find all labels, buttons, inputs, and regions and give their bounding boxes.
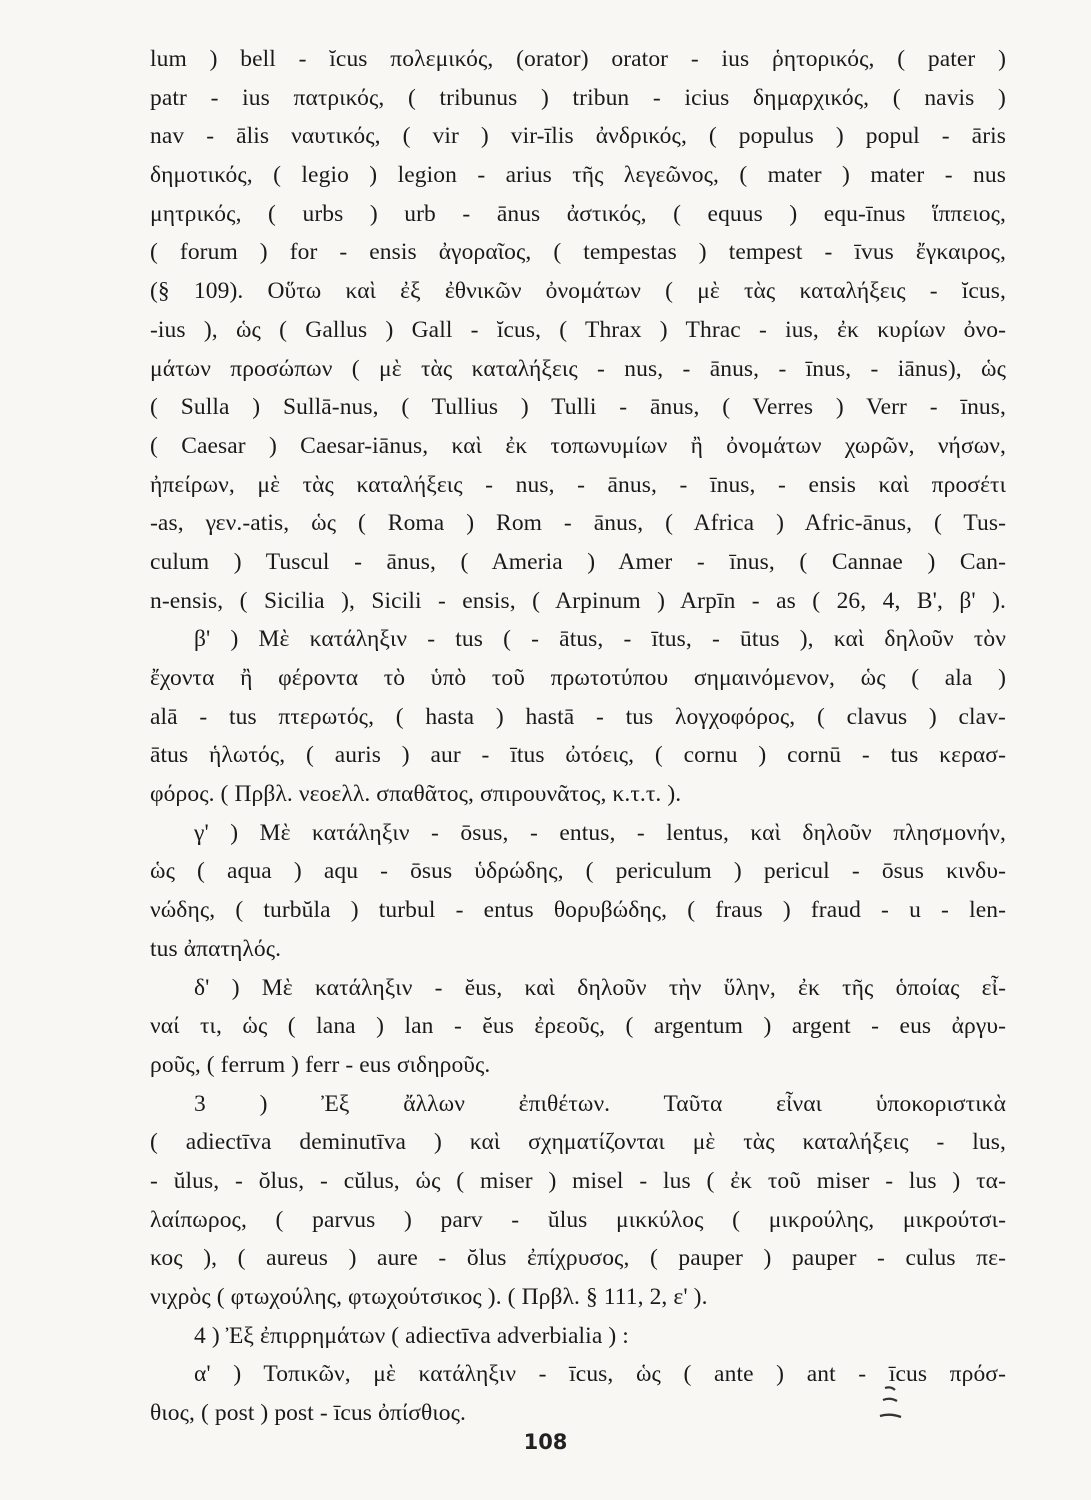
text-line: ( forum ) for - ensis ἀγοραῖος, ( tempestas ) tempest - īvus ἔγκαιρος, — [150, 239, 1006, 266]
page-number: 108 — [523, 1430, 568, 1454]
text-line: δ' ) Μὲ κατάληξιν - ĕus, καὶ δηλοῦν τὴν ὕλην, ἐκ τῆς ὁποίας εἶ- — [194, 974, 1006, 1001]
text-line: culum ) Tuscul - ānus, ( Ameria ) Amer - īnus, ( Cannae ) Can- — [150, 548, 1006, 575]
text-line: λαίπωρος, ( parvus ) parv - ŭlus μικκύλος ( μικρούλης, μικρούτσι- — [150, 1206, 1006, 1233]
body-text — [150, 40, 1006, 1433]
text-line: μάτων προσώπων ( μὲ τὰς καταλήξεις - nus, - ānus, - īnus, - iānus), ὡς — [150, 355, 1006, 382]
text-line: ναί τι, ὡς ( lana ) lan - ĕus ἐρεοῦς, ( argentum ) argent - eus ἀργυ- — [150, 1013, 1006, 1040]
text-line: γ' ) Μὲ κατάληξιν - ōsus, - entus, - lentus, καὶ δηλοῦν πλησμονήν, — [194, 819, 1006, 846]
text-line: -ius ), ὡς ( Gallus ) Gall - ĭcus, ( Thrax ) Thrac - ius, ἐκ κυρίων ὀνο- — [150, 316, 1006, 343]
text-line: alā - tus πτερωτός, ( hasta ) hastā - tus λογχοφόρος, ( clavus ) clav- — [150, 703, 1006, 730]
text-line: φόρος. ( Πρβλ. νεοελλ. σπαθᾶτος, σπιρουνᾶτος, κ.τ.τ. ). — [150, 781, 682, 808]
text-line: lum ) bell - ĭcus πολεμικός, (orator) orator - ius ῥητορικός, ( pater ) — [150, 46, 1006, 72]
text-line: νιχρὸς ( φτωχούλης, φτωχούτσικος ). ( Πρβλ. § 111, 2, ε' ). — [150, 1284, 708, 1310]
text-line: - ŭlus, - ŏlus, - cŭlus, ὡς ( miser ) misel - lus ( ἐκ τοῦ miser - lus ) τα- — [150, 1167, 1006, 1194]
text-line: tus ἀπατηλός. — [150, 935, 282, 962]
text-line: ( Sulla ) Sullā-nus, ( Tullius ) Tulli - ānus, ( Verres ) Verr - īnus, — [150, 394, 1006, 421]
text-line: ( adiectīva deminutīva ) καὶ σχηματίζονται μὲ τὰς καταλήξεις - lus, — [150, 1129, 1006, 1156]
text-line: (§ 109). Οὕτω καὶ ἐξ ἐθνικῶν ὀνομάτων ( μὲ τὰς καταλήξεις - ĭcus, — [150, 278, 1006, 305]
text-line: μητρικός, ( urbs ) urb - ānus ἀστικός, ( equus ) equ-īnus ἵππειος, — [150, 200, 1006, 227]
text-line: 4 ) Ἐξ ἐπιρρημάτων ( adiectīva adverbialia ) : — [194, 1322, 629, 1349]
text-line: ātus ἡλωτός, ( auris ) aur - ītus ὠτόεις, ( cornu ) cornū - tus κερασ- — [150, 742, 1006, 769]
text-line: 3 ) Ἐξ ἄλλων ἐπιθέτων. Ταῦτα εἶναι ὑποκοριστικὰ — [194, 1090, 1006, 1117]
text-line: patr - ius πατρικός, ( tribunus ) tribun - icius δημαρχικός, ( navis ) — [150, 84, 1006, 111]
text-line: ( Caesar ) Caesar-iānus, καὶ ἐκ τοπωνυμίων ἢ ὀνομάτων χωρῶν, νήσων, — [150, 432, 1006, 459]
text-line: ροῦς, ( ferrum ) ferr - eus σιδηροῦς. — [150, 1051, 491, 1078]
text-line: νώδης, ( turbŭla ) turbul - entus θορυβώδης, ( fraus ) fraud - u - len- — [150, 897, 1006, 924]
text-line: δημοτικός, ( legio ) legion - arius τῆς λεγεῶνος, ( mater ) mater - nus — [150, 162, 1006, 189]
document-page — [150, 40, 1006, 1460]
text-line: ὡς ( aqua ) aqu - ōsus ὑδρώδης, ( periculum ) pericul - ōsus κινδυ- — [150, 858, 1006, 885]
margin-pencil-mark — [877, 1382, 903, 1422]
text-line: α' ) Τοπικῶν, μὲ κατάληξιν - īcus, ὡς ( ante ) ant - īcus πρόσ- — [194, 1361, 1006, 1388]
text-line: κος ), ( aureus ) aure - ŏlus ἐπίχρυσος, ( pauper ) pauper - culus πε- — [150, 1245, 1006, 1272]
text-line: nav - ālis ναυτικός, ( vir ) vir-īlis ἀνδρικός, ( populus ) popul - āris — [150, 123, 1006, 150]
text-line: -as, γεν.-atis, ὡς ( Roma ) Rom - ānus, ( Africa ) Afric-ānus, ( Tus- — [150, 510, 1006, 537]
text-line: β' ) Μὲ κατάληξιν - tus ( - ātus, - ītus, - ūtus ), καὶ δηλοῦν τὸν — [194, 626, 1006, 653]
text-line: ἠπείρων, μὲ τὰς καταλήξεις - nus, - ānus, - īnus, - ensis καὶ προσέτι — [150, 471, 1006, 498]
text-line: θιος, ( post ) post - īcus ὀπίσθιος. — [150, 1400, 467, 1427]
text-line: n-ensis, ( Sicilia ), Sicili - ensis, ( Arpinum ) Arpīn - as ( 26, 4, B', β' ). — [150, 587, 1006, 614]
text-line: ἔχοντα ἢ φέροντα τὸ ὑπὸ τοῦ πρωτοτύπου σημαινόμενον, ὡς ( ala ) — [150, 665, 1006, 691]
